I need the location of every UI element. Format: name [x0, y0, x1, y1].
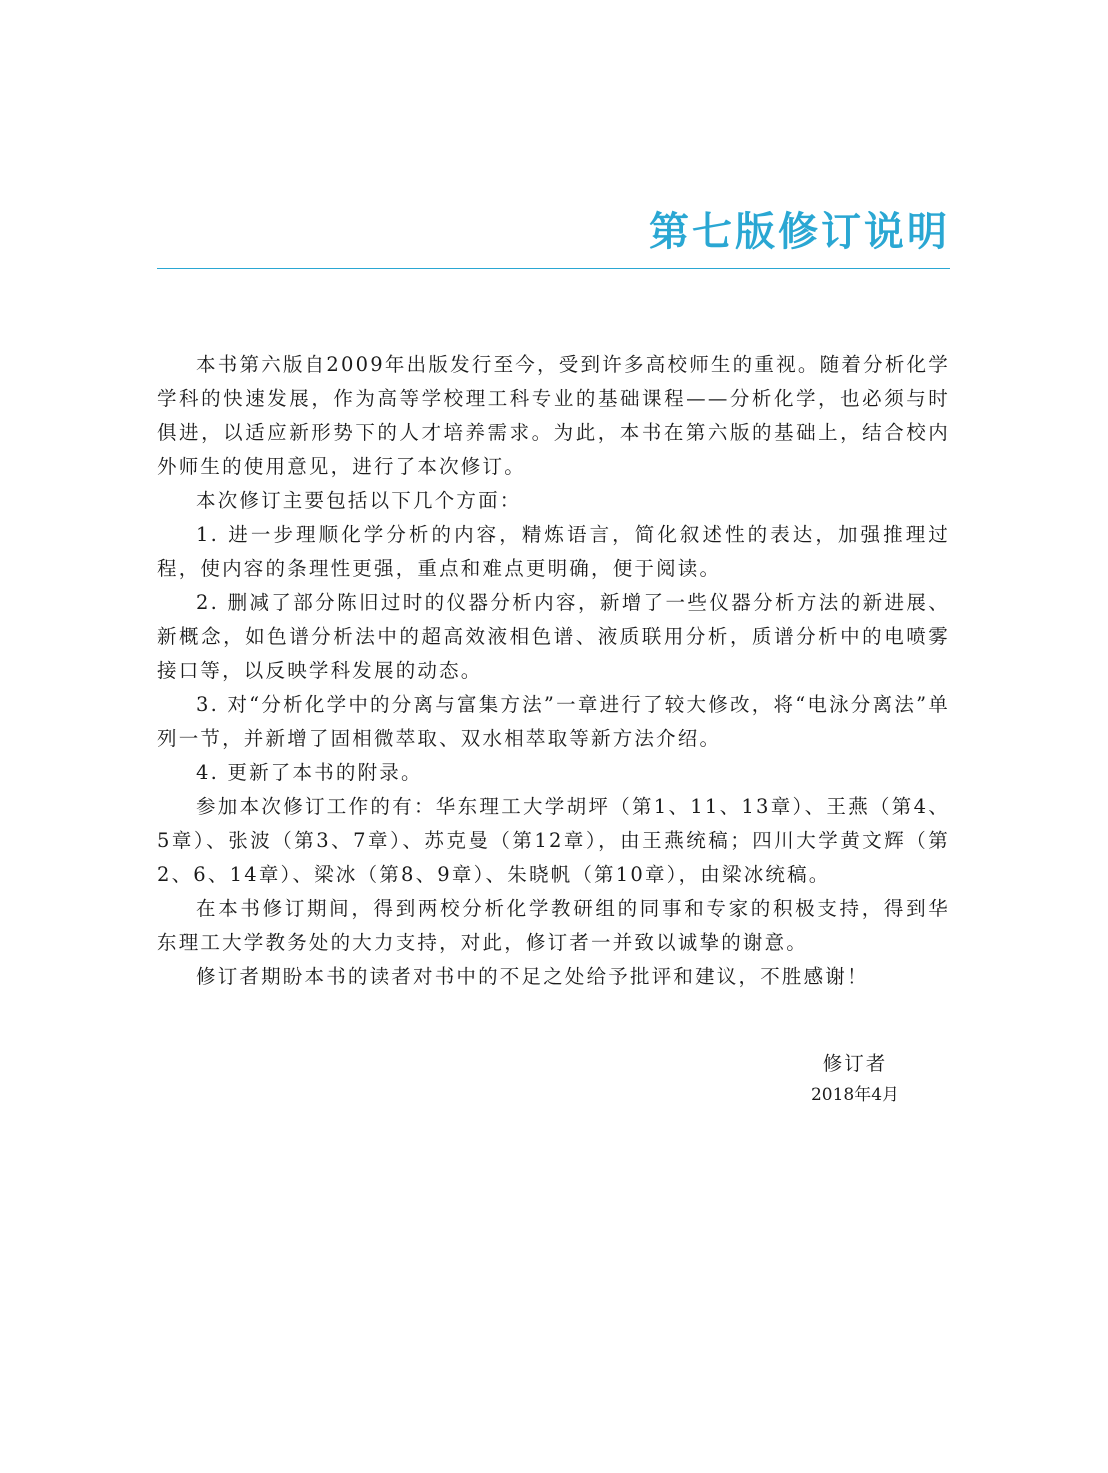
paragraph-overview: 本次修订主要包括以下几个方面：: [196, 489, 522, 512]
paragraph-item-1: 1. 进一步理顺化学分析的内容，精炼语言，简化叙述性的表达，加强推理过程，使内容的条理性更强，重点和难点更明确，便于阅读。: [157, 523, 950, 580]
paragraph-acknowledgement: 在本书修订期间，得到两校分析化学教研组的同事和专家的积极支持，得到华东理工大学教务处的大力支持，对此，修订者一并致以诚挚的谢意。: [157, 897, 950, 954]
paragraph-item-2: 2. 删减了部分陈旧过时的仪器分析内容，新增了一些仪器分析方法的新进展、新概念，如色谱分析法中的超高效液相色谱、液质联用分析，质谱分析中的电喷雾接口等，以反映学科发展的动态。: [157, 591, 950, 682]
paragraph-item-4: 4. 更新了本书的附录。: [196, 761, 423, 784]
signature-name: 修订者: [822, 1052, 888, 1075]
signature-block: [790, 1048, 920, 1110]
paragraph-closing: 修订者期盼本书的读者对书中的不足之处给予批评和建议，不胜感谢！: [196, 965, 869, 988]
preface-body: [157, 348, 950, 994]
signature-date: 2018年4月: [810, 1085, 900, 1105]
page-title: 第七版修订说明: [649, 209, 950, 255]
paragraph-item-3: 3. 对“分析化学中的分离与富集方法”一章进行了较大修改，将“电泳分离法”单列一节，并新增了固相微萃取、双水相萃取等新方法介绍。: [157, 693, 950, 750]
title-divider: [157, 268, 950, 269]
paragraph-contributors: 参加本次修订工作的有：华东理工大学胡坪（第1、11、13章）、王燕（第4、5章）、张波（第3、7章）、苏克曼（第12章），由王燕统稿；四川大学黄文辉（第2、6、14章）、梁冰（第8、9章）、朱晓帆（第10章），由梁冰统稿。: [157, 795, 950, 886]
paragraph-intro: 本书第六版自2009年出版发行至今，受到许多高校师生的重视。随着分析化学学科的快速发展，作为高等学校理工科专业的基础课程——分析化学，也必须与时俱进，以适应新形势下的人才培养需求。为此，本书在第六版的基础上，结合校内外师生的使用意见，进行了本次修订。: [157, 353, 950, 478]
